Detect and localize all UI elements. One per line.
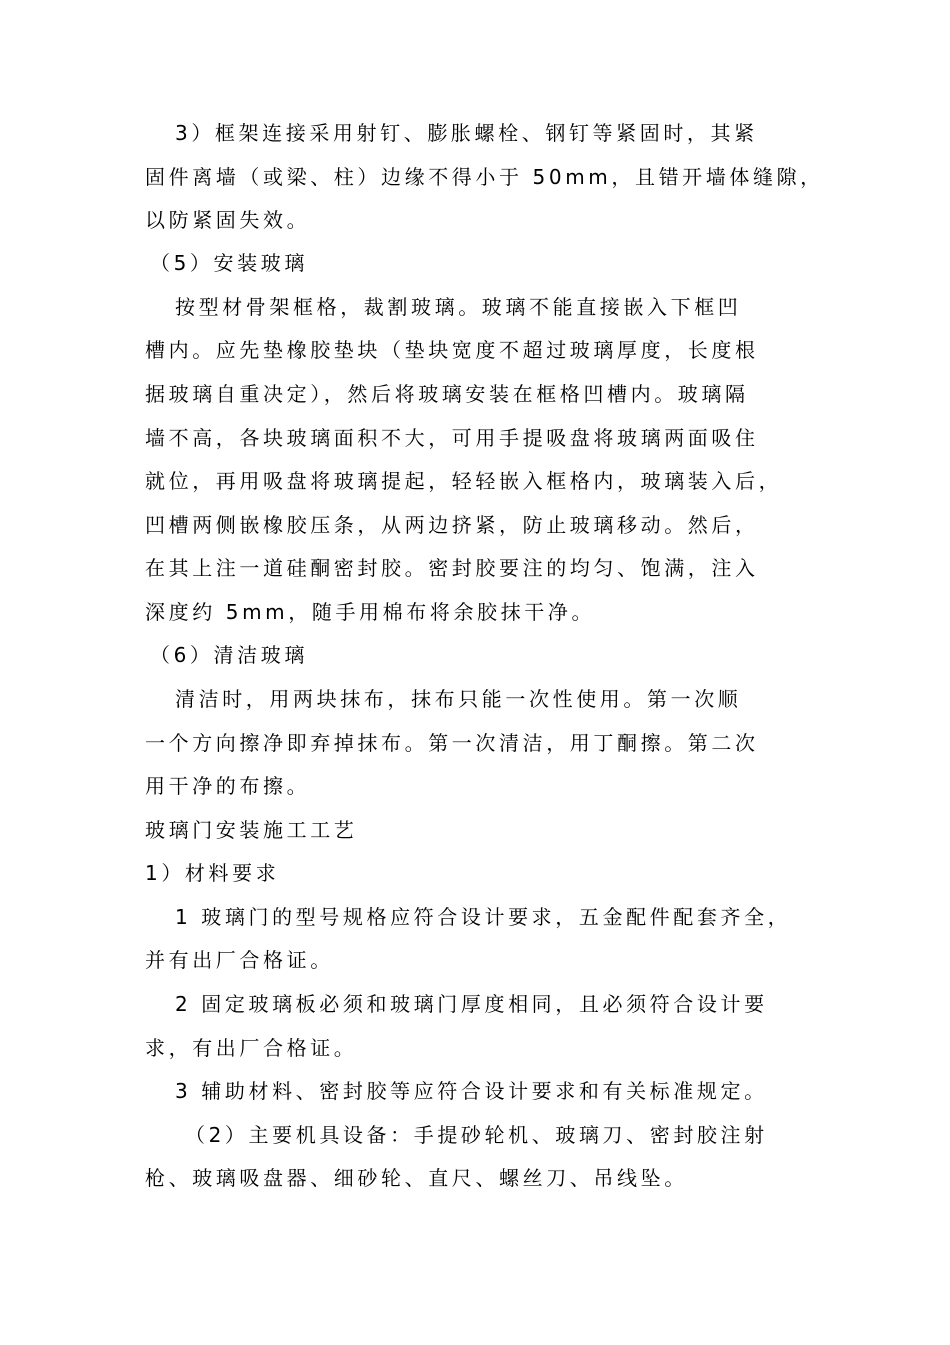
paragraph-line: 3）框架连接采用射钉、膨胀螺栓、钢钉等紧固时，其紧 — [175, 121, 758, 145]
paragraph-line: 墙不高，各块玻璃面积不大，可用手提吸盘将玻璃两面吸住 — [145, 426, 759, 450]
section-heading: 玻璃门安装施工工艺 — [145, 818, 358, 842]
paragraph-line: 据玻璃自重决定），然后将玻璃安装在框格凹槽内。玻璃隔 — [145, 382, 749, 406]
paragraph-line: 在其上注一道硅酮密封胶。密封胶要注的均匀、饱满，注入 — [145, 556, 759, 580]
paragraph-line: 3 辅助材料、密封胶等应符合设计要求和有关标准规定。 — [175, 1079, 768, 1103]
paragraph-line: 凹槽两侧嵌橡胶压条，从两边挤紧，防止玻璃移动。然后， — [145, 513, 759, 537]
section-heading: （5）安装玻璃 — [150, 251, 308, 275]
paragraph-line: 固件离墙（或梁、柱）边缘不得小于 50mm，且错开墙体缝隙， — [145, 165, 824, 189]
section-heading: 1）材料要求 — [145, 861, 280, 885]
paragraph-line: 以防紧固失效。 — [145, 208, 311, 232]
paragraph-line: 清洁时，用两块抹布，抹布只能一次性使用。第一次顺 — [175, 687, 742, 711]
paragraph-line: 用干净的布擦。 — [145, 774, 311, 798]
paragraph-line: 2 固定玻璃板必须和玻璃门厚度相同，且必须符合设计要 — [175, 992, 768, 1016]
paragraph-line: 并有出厂合格证。 — [145, 948, 334, 972]
paragraph-line: 就位，再用吸盘将玻璃提起，轻轻嵌入框格内，玻璃装入后， — [145, 469, 783, 493]
paragraph-line: 一个方向擦净即弃掉抹布。第一次清洁，用丁酮擦。第二次 — [145, 731, 759, 755]
section-heading: （6）清洁玻璃 — [150, 643, 308, 667]
paragraph-line: 深度约 5mm，随手用棉布将余胶抹干净。 — [145, 600, 596, 624]
paragraph-line: 按型材骨架框格，裁割玻璃。玻璃不能直接嵌入下框凹 — [175, 295, 742, 319]
paragraph-line: 槽内。应先垫橡胶垫块（垫块宽度不超过玻璃厚度，长度根 — [145, 338, 759, 362]
paragraph-line: （2）主要机具设备：手提砂轮机、玻璃刀、密封胶注射 — [185, 1123, 768, 1147]
paragraph-line: 1 玻璃门的型号规格应符合设计要求，五金配件配套齐全， — [175, 905, 792, 929]
paragraph-line: 枪、玻璃吸盘器、细砂轮、直尺、螺丝刀、吊线坠。 — [145, 1166, 688, 1190]
paragraph-line: 求，有出厂合格证。 — [145, 1036, 358, 1060]
